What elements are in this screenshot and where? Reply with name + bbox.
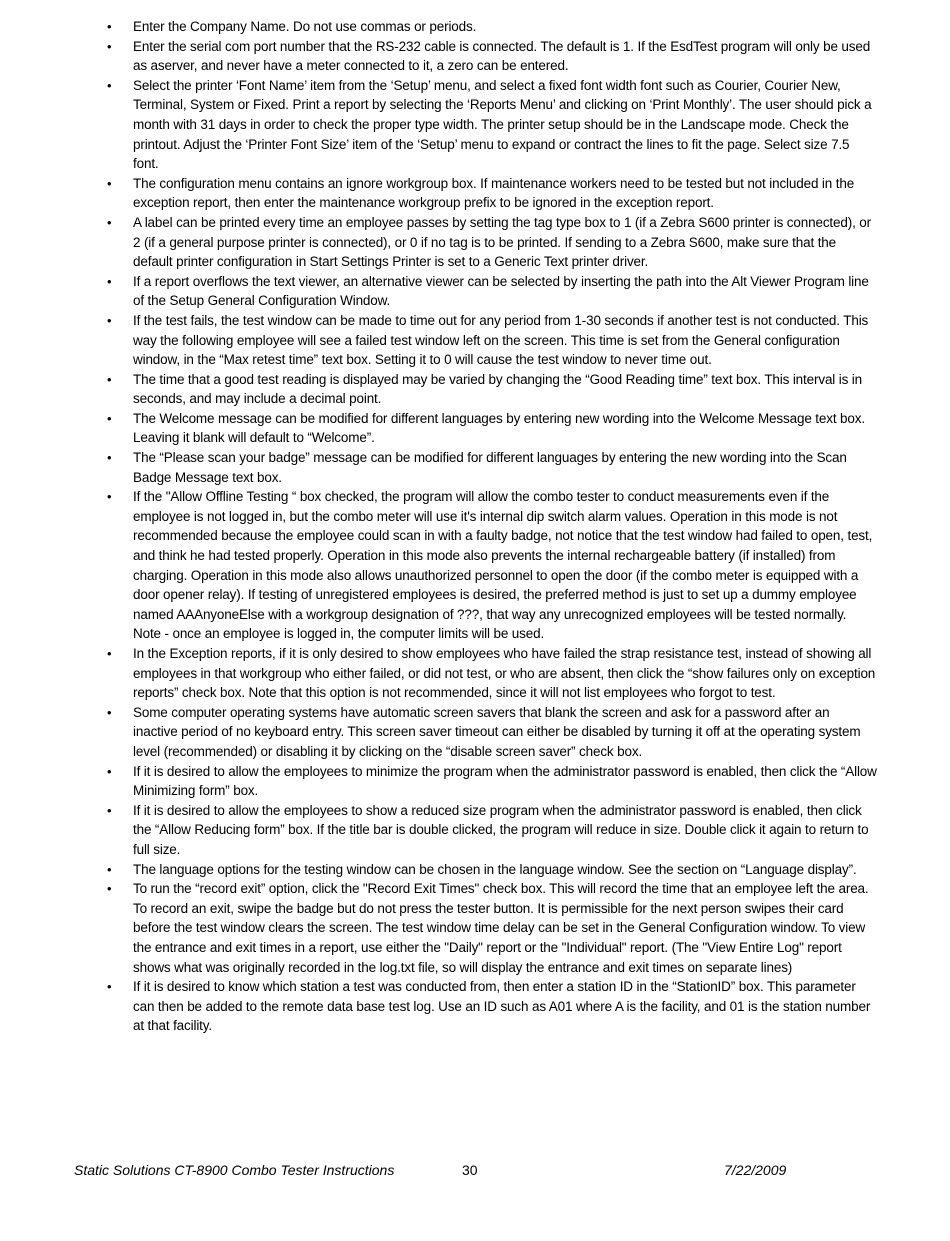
bullet-icon: • (107, 77, 112, 93)
bullet-icon: • (107, 489, 112, 505)
footer-date: 7/22/2009 (724, 1162, 787, 1178)
list-item-text: Enter the serial com port number that the RS-232 cable is connected. The default is 1. If the EsdTest program will only be used as aserver, and never have a meter connected to it, a zero can be entered. (133, 38, 871, 74)
bullet-icon: • (107, 861, 112, 877)
list-item (107, 76, 877, 174)
list-item (107, 448, 877, 487)
page-footer (74, 1162, 874, 1182)
bullet-icon: • (107, 881, 112, 897)
bullet-icon: • (107, 214, 112, 230)
list-item (107, 703, 877, 762)
list-item (107, 272, 877, 311)
list-item (107, 801, 877, 860)
list-item-text: The Welcome message can be modified for different languages by entering new wording into the Welcome Message text box. Leaving it blank will default to “Welcome”. (133, 410, 865, 446)
list-item-text: Select the printer ‘Font Name’ item from the ‘Setup’ menu, and select a fixed font width font such as Courier, Courier New, Terminal, System or Fixed. Print a report by selecting the ‘Reports Menu’ and clicking on ‘Print Monthly’. The user should pick a month with 31 days in order to check the proper type width. The printer setup should be in the Landscape mode. Check the printout. Adjust the ‘Printer Font Size’ item of the ‘Setup’ menu to expand or contract the lines to fit the page. Select size 7.5 font. (133, 77, 872, 172)
list-item-text: If it is desired to allow the employees to show a reduced size program when the administrator password is enabled, then click the “Allow Reducing form” box. If the title bar is double clicked, the program will reduce in size. Double click it again to return to full size. (133, 802, 869, 857)
list-item (107, 879, 877, 977)
list-item (107, 370, 877, 409)
bullet-icon: • (107, 979, 112, 995)
list-item-text: To run the “record exit” option, click the "Record Exit Times" check box. This will record the time that an employee left the area. To record an exit, swipe the badge but do not press the tester button. It is permissible for the next person swipes their card before the test window clears the screen. The test window time delay can be set in the General Configuration window. To view the entrance and exit times in a report, use either the "Daily" report or the "Individual" report. (The "View Entire Log" report shows what was originally recorded in the log.txt file, so will display the entrance and exit times on separate lines) (133, 881, 869, 975)
list-item (107, 977, 877, 1036)
bullet-icon: • (107, 38, 112, 54)
bullet-icon: • (107, 763, 112, 779)
footer-document-title: Static Solutions CT-8900 Combo Tester Instructions (74, 1162, 395, 1178)
list-item-text: The time that a good test reading is displayed may be varied by changing the “Good Reading time” text box. This interval is in seconds, and may include a decimal point. (133, 371, 863, 407)
footer-page-number: 30 (462, 1162, 478, 1178)
list-item-text: Some computer operating systems have automatic screen savers that blank the screen and ask for a password after an inactive period of no keyboard entry. This screen saver timeout can either be disabled by turning it off at the operating system level (recommended) or disabling it by clicking on the “disable screen saver” check box. (133, 704, 861, 759)
list-item-text: The language options for the testing window can be chosen in the language window. See the section on “Language display”. (133, 861, 857, 877)
bullet-icon: • (107, 802, 112, 818)
list-item (107, 487, 877, 644)
list-item-text: In the Exception reports, if it is only desired to show employees who have failed the strap resistance test, instead of showing all employees in that workgroup who either failed, or did not test, or who are absent, then click the “show failures only on exception reports” check box. Note that this option is not recommended, since it will not list employees who forgot to test. (133, 646, 876, 701)
list-item-text: A label can be printed every time an employee passes by setting the tag type box to 1 (if a Zebra S600 printer is connected), or 2 (if a general purpose printer is connected), or 0 if no tag is to be printed. If sending to a Zebra S600, make sure that the default printer configuration in Start Settings Printer is set to a Generic Text printer driver. (133, 214, 871, 270)
list-item (107, 311, 877, 370)
list-item-text: If a report overflows the text viewer, an alternative viewer can be selected by inserting the path into the Alt Viewer Program line of the Setup General Configuration Window. (133, 273, 869, 309)
bullet-icon: • (107, 646, 112, 661)
list-item (107, 644, 877, 703)
bullet-icon: • (107, 704, 112, 720)
list-item-text: If it is desired to allow the employees to minimize the program when the administrator password is enabled, then click the “Allow Minimizing form” box. (133, 763, 877, 799)
list-item (107, 17, 877, 37)
bullet-icon: • (107, 450, 112, 466)
list-item-text: If it is desired to know which station a test was conducted from, then enter a station ID in the “StationID” box. This parameter can then be added to the remote data base test log. Use an ID such as A01 where A is the facility, and 01 is the station number at that facility. (133, 979, 871, 1034)
list-item (107, 409, 877, 448)
bullet-icon: • (107, 273, 112, 289)
list-item (107, 213, 877, 272)
bullet-icon: • (107, 175, 112, 191)
bullet-list (107, 17, 877, 1036)
bullet-icon: • (107, 371, 112, 387)
bullet-icon: • (107, 410, 112, 426)
list-item-text: Enter the Company Name. Do not use commas or periods. (133, 19, 477, 34)
list-item-text: If the test fails, the test window can be made to time out for any period from 1-30 seconds if another test is not conducted. This way the following employee will see a failed test window left on the screen. This time is set from the General configuration window, in the “Max retest time” text box. Setting it to 0 will cause the test window to never time out. (133, 312, 869, 368)
list-item (107, 860, 877, 880)
list-item (107, 37, 877, 76)
list-item-text: If the "Allow Offline Testing “ box checked, the program will allow the combo tester to conduct measurements even if the employee is not logged in, but the combo meter will use it's internal dip switch alarm values. Operation in this mode is not recommended because the employee could scan in with a faulty badge, not notice that the test window had failed to open, test, and think he had tested properly. Operation in this mode also prevents the internal rechargeable battery (if installed) from charging. Operation in this mode also allows unauthorized personnel to open the door (if the combo meter is equipped with a door opener relay). If testing of unregistered employees is desired, the preferred method is just to set up a dummy employee named AAAnyoneElse with a workgroup designation of ???, that way any unrecognized employees will be tested normally. Note - once an employee is logged in, the computer limits will be used. (133, 489, 873, 642)
list-item (107, 762, 877, 801)
bullet-icon: • (107, 312, 112, 328)
list-item-text: The “Please scan your badge” message can be modified for different languages by entering the new wording into the Scan Badge Message text box. (133, 450, 847, 485)
list-item-text: The configuration menu contains an ignore workgroup box. If maintenance workers need to be tested but not included in the exception report, then enter the maintenance workgroup prefix to be ignored in the exception report. (133, 175, 855, 211)
list-item (107, 174, 877, 213)
bullet-icon: • (107, 19, 112, 34)
